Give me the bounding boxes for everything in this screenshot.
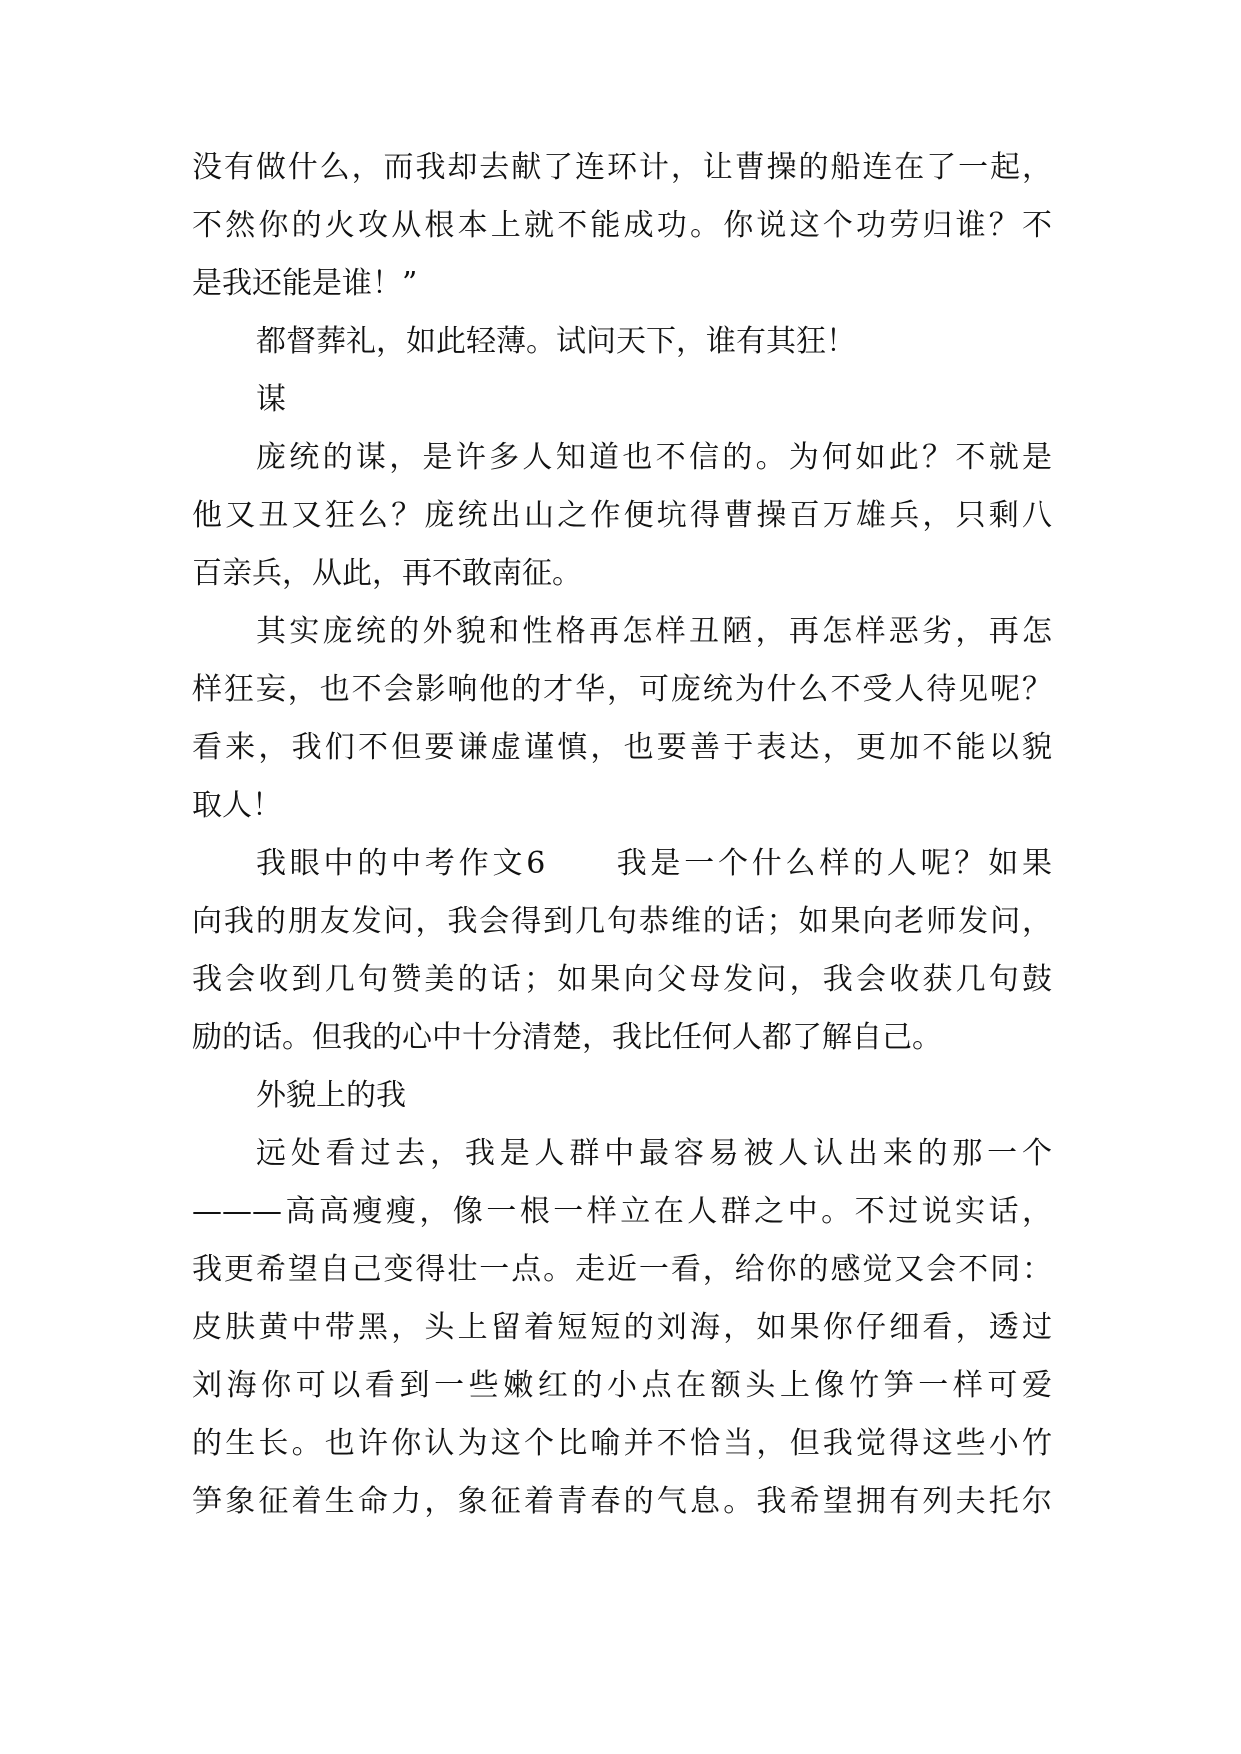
paragraph-line: 远处看过去，我是人群中最容易被人认出来的那一个 (256, 1136, 1052, 1171)
text-line: 样狂妄，也不会影响他的才华，可庞统为什么不受人待见呢？ (192, 672, 1052, 707)
text-line: 没有做什么，而我却去献了连环计，让曹操的船连在了一起， (192, 150, 1052, 185)
section-heading: 谋 (256, 382, 286, 417)
text-line: 是我还能是谁！” (192, 266, 418, 301)
text-line: 刘海你可以看到一些嫩红的小点在额头上像竹笋一样可爱 (192, 1368, 1052, 1403)
paragraph-line: 庞统的谋，是许多人知道也不信的。为何如此？不就是 (256, 440, 1052, 475)
text-line: ———高高瘦瘦，像一根一样立在人群之中。不过说实话， (192, 1194, 1052, 1229)
text-line: 百亲兵，从此，再不敢南征。 (192, 556, 582, 591)
paragraph-line: 其实庞统的外貌和性格再怎样丑陋，再怎样恶劣，再怎 (256, 614, 1052, 649)
text-line: 的生长。也许你认为这个比喻并不恰当，但我觉得这些小竹 (192, 1426, 1052, 1461)
paragraph-line: 都督葬礼，如此轻薄。试问天下，谁有其狂！ (256, 324, 856, 359)
text-line: 他又丑又狂么？庞统出山之作便坑得曹操百万雄兵，只剩八 (192, 498, 1052, 533)
text-line: 我会收到几句赞美的话；如果向父母发问，我会收获几句鼓 (192, 962, 1052, 997)
section-heading: 外貌上的我 (256, 1078, 406, 1113)
text-line: 我更希望自己变得壮一点。走近一看，给你的感觉又会不同： (192, 1252, 1052, 1287)
text-line: 看来，我们不但要谦虚谨慎，也要善于表达，更加不能以貌 (192, 730, 1052, 765)
text-line: 励的话。但我的心中十分清楚，我比任何人都了解自己。 (192, 1020, 942, 1055)
text-line: 向我的朋友发问，我会得到几句恭维的话；如果向老师发问， (192, 904, 1052, 939)
text-line: 笋象征着生命力，象征着青春的气息。我希望拥有列夫托尔 (192, 1484, 1052, 1519)
paragraph-line: 我眼中的中考作文6 我是一个什么样的人呢？如果 (256, 846, 1052, 881)
text-line: 不然你的火攻从根本上就不能成功。你说这个功劳归谁？不 (192, 208, 1052, 243)
text-line: 皮肤黄中带黑，头上留着短短的刘海，如果你仔细看，透过 (192, 1310, 1052, 1345)
text-line: 取人！ (192, 788, 282, 823)
